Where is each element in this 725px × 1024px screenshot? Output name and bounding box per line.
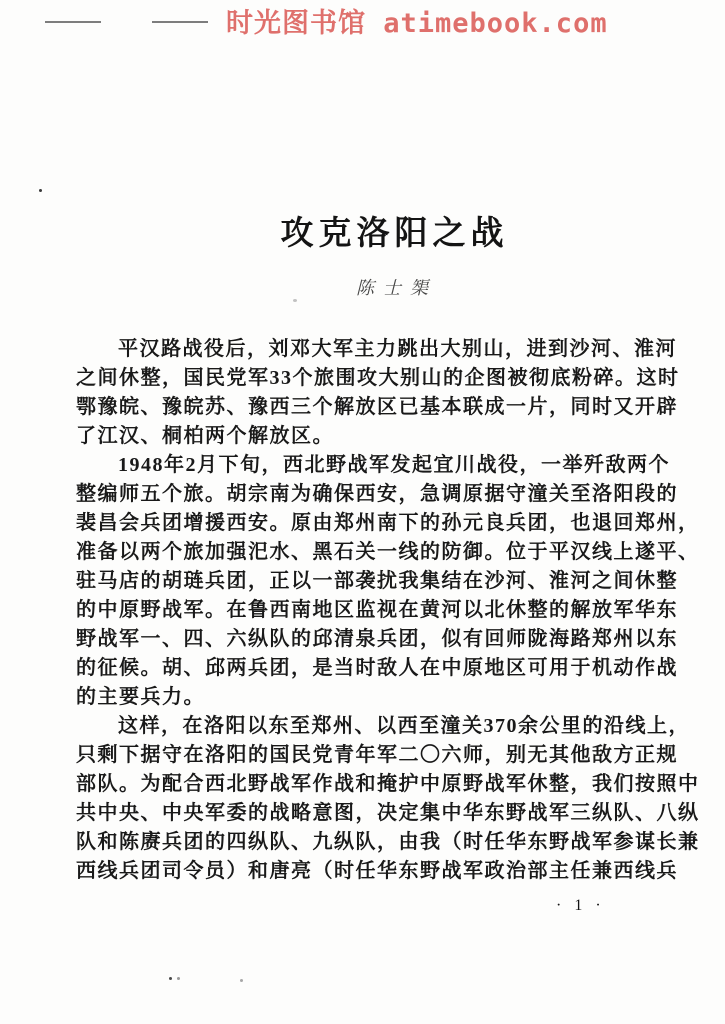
body-text-line: 1948年2月下旬，西北野战军发起宜川战役，一举歼敌两个	[118, 454, 670, 476]
body-text-line: 的中原野战军。在鲁西南地区监视在黄河以北休整的解放军华东	[76, 599, 678, 621]
body-text-line: 队和陈赓兵团的四纵队、九纵队，由我（时任华东野战军参谋长兼	[76, 831, 700, 853]
scan-artifact	[240, 979, 243, 982]
body-text-line: 准备以两个旅加强汜水、黑石关一线的防御。位于平汉线上遂平、	[76, 541, 700, 563]
scan-artifact	[293, 299, 297, 302]
body-text-line: 共中央、中央军委的战略意图，决定集中华东野战军三纵队、八纵	[76, 802, 700, 824]
body-text-line: 平汉路战役后，刘邓大军主力跳出大别山，进到沙河、淮河	[118, 338, 677, 360]
body-text-line: 整编师五个旅。胡宗南为确保西安，急调原据守潼关至洛阳段的	[76, 483, 678, 505]
scan-artifact	[177, 977, 180, 980]
body-text-line: 之间休整，国民党军33个旅围攻大别山的企图被彻底粉碎。这时	[76, 367, 680, 389]
article-body	[76, 335, 700, 886]
body-text-line: 了江汉、桐柏两个解放区。	[76, 425, 334, 447]
author-signature: 陈士榘	[356, 278, 437, 298]
body-text-line: 鄂豫皖、豫皖苏、豫西三个解放区已基本联成一片，同时又开辟	[76, 396, 678, 418]
body-text-line: 裴昌会兵团增援西安。原由郑州南下的孙元良兵团，也退回郑州，	[76, 512, 700, 534]
body-text-line: 驻马店的胡琏兵团，正以一部袭扰我集结在沙河、淮河之间休整	[76, 570, 678, 592]
article-title: 攻克洛阳之战	[280, 216, 509, 252]
body-text-line: 的主要兵力。	[76, 686, 205, 708]
body-text-line: 野战军一、四、六纵队的邱清泉兵团，似有回师陇海路郑州以东	[76, 628, 678, 650]
body-text-line: 这样，在洛阳以东至郑州、以西至潼关370余公里的沿线上，	[118, 715, 690, 737]
page-number: · 1 ·	[556, 897, 601, 914]
body-text-line: 部队。为配合西北野战军作战和掩护中原野战军休整，我们按照中	[76, 773, 700, 795]
body-text-line: 西线兵团司令员）和唐亮（时任华东野战军政治部主任兼西线兵	[76, 860, 678, 882]
scan-artifact	[169, 977, 172, 980]
header-dash-right	[152, 21, 208, 23]
watermark-text: 时光图书馆 atimebook.com	[226, 8, 608, 39]
scan-artifact	[39, 189, 42, 192]
body-text-line: 只剩下据守在洛阳的国民党青年军二〇六师，别无其他敌方正规	[76, 744, 678, 766]
header-dash-left	[45, 21, 101, 23]
body-text-line: 的征候。胡、邱两兵团，是当时敌人在中原地区可用于机动作战	[76, 657, 678, 679]
